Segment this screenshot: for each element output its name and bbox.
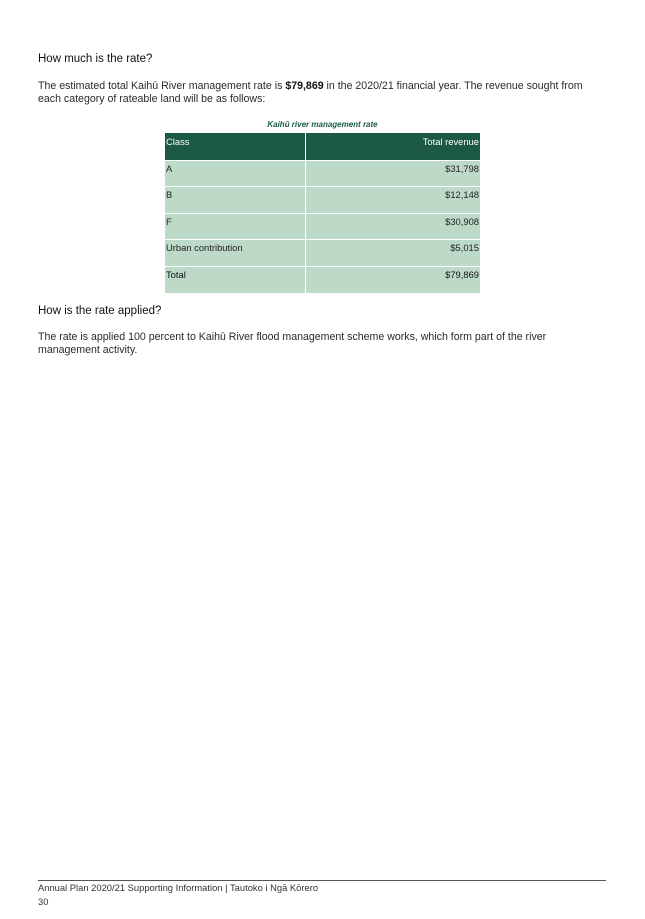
table-cell-class: Urban contribution bbox=[165, 240, 305, 267]
table-row bbox=[165, 240, 480, 267]
table-cell-class: F bbox=[165, 213, 305, 240]
table-cell-revenue: $31,798 bbox=[305, 160, 480, 187]
table-cell-class: B bbox=[165, 187, 305, 214]
rate-table bbox=[165, 133, 480, 293]
section-heading-rate-applied: How is the rate applied? bbox=[38, 305, 162, 317]
footer-divider bbox=[38, 880, 606, 881]
rate-applied-paragraph: The rate is applied 100 percent to Kaihū River flood management scheme works, which form part of the river management activity. bbox=[38, 331, 547, 356]
footer-title: Annual Plan 2020/21 Supporting Information | Tautoko i Ngā Kōrero bbox=[38, 882, 319, 893]
table-row bbox=[165, 213, 480, 240]
rate-paragraph-prefix: The estimated total Kaihū River management rate is bbox=[38, 80, 286, 92]
page-number: 30 bbox=[38, 896, 49, 907]
table-cell-revenue: $30,908 bbox=[305, 213, 480, 240]
table-total-revenue: $79,869 bbox=[305, 266, 480, 293]
table-header-row bbox=[165, 133, 480, 160]
section-heading-rate-amount: How much is the rate? bbox=[38, 53, 153, 65]
column-header-total-revenue: Total revenue bbox=[305, 133, 480, 160]
table-cell-class: A bbox=[165, 160, 305, 187]
rate-amount-paragraph bbox=[38, 80, 608, 106]
column-header-class: Class bbox=[165, 133, 305, 160]
rate-paragraph-suffix: in the 2020/21 financial year. The revenue sought from each category of rateable land will be as follows: bbox=[38, 80, 583, 105]
table-cell-revenue: $12,148 bbox=[305, 187, 480, 214]
table-cell-revenue: $5,015 bbox=[305, 240, 480, 267]
table-total-label: Total bbox=[165, 266, 305, 293]
table-caption: Kaihū river management rate bbox=[267, 120, 378, 129]
table-row bbox=[165, 187, 480, 214]
rate-total-amount: $79,869 bbox=[285, 80, 324, 92]
table-row bbox=[165, 160, 480, 187]
table-total-row bbox=[165, 266, 480, 293]
